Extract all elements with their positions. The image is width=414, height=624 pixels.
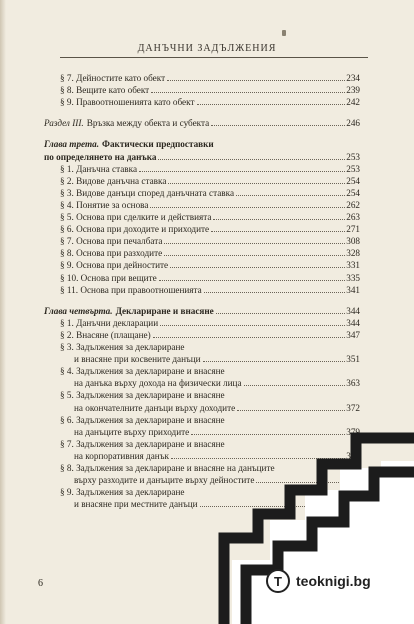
toc-entry-title: § 9. Правоотношенията като обект — [60, 97, 195, 108]
toc-entry-page: 335 — [346, 272, 360, 283]
toc-entry-title: § 4. Понятие за основа — [60, 199, 149, 210]
toc-entry-page: 234 — [346, 73, 360, 83]
toc-entry-page: 379 — [346, 426, 360, 437]
toc-entry-title: § 7. Задължения за деклариране и внасяне — [60, 438, 225, 449]
toc-entry-title: § 9. Основа при дейностите — [60, 260, 169, 271]
logo-t-icon: T — [266, 569, 290, 593]
toc-entry-title: § 5. Основа при сделките и действията — [60, 212, 212, 222]
toc-entry-title: по определянето на данъка — [44, 151, 157, 162]
toc-entry-title: § 1. Данъчни декларации — [60, 317, 159, 328]
toc-entry-page: 328 — [346, 248, 360, 259]
running-header: ДАНЪЧНИ ЗАДЪЛЖЕНИЯ — [137, 43, 277, 54]
toc-entry-title: върху разходите и данъците върху дейностите — [74, 475, 255, 486]
toc-entry-title: § 3. Видове данъци според данъчната ставка — [60, 187, 235, 198]
toc-entry-title: и внасяне при местните данъци — [74, 499, 198, 510]
toc-entry-title: § 5. Задължения за деклариране и внасяне — [60, 390, 225, 401]
toc-entry-label: Глава трета. — [44, 139, 100, 150]
logo-text: teoknigi.bg — [296, 573, 371, 589]
toc-entry-page: 351 — [346, 354, 360, 365]
toc-entry-title: § 8. Задължения за деклариране и внасяне на данъците — [60, 463, 275, 473]
toc-entry-title: § 10. Основа при вещите — [60, 272, 157, 283]
toc-entry-page: 344 — [346, 317, 360, 328]
toc-entry-title: § 6. Основа при доходите и приходите — [60, 224, 210, 235]
toc-entry-page: 254 — [346, 187, 360, 198]
toc-entry-page: 344 — [346, 305, 360, 316]
toc-entry-title: § 8. Вещите като обект — [60, 85, 150, 96]
toc-entry-title: и внасяне при косвените данъци — [74, 354, 201, 365]
toc-entry-page: 381 — [346, 450, 360, 461]
toc-entry-title: на окончателните данъци върху доходите — [74, 402, 236, 413]
toc-entry-title: § 6. Задължения за деклариране и внасяне — [60, 414, 225, 425]
toc-entry-page: 372 — [346, 402, 360, 413]
toc-entry-page: 341 — [346, 284, 360, 295]
toc-entry-title: § 7. Дейностите като обект — [60, 73, 166, 83]
toc-entry-page: 271 — [346, 224, 360, 235]
toc-entry-title: § 2. Видове данъчна ставка — [60, 175, 167, 186]
toc-entry-title: § 8. Основа при разходите — [60, 248, 163, 259]
toc-entry-title: § 7. Основа при печалбата — [60, 236, 163, 247]
toc-entry-label: Раздел III. — [44, 118, 84, 129]
toc-entry-page: 246 — [346, 118, 360, 129]
toc-entry-page: 262 — [346, 199, 360, 210]
teoknigi-logo — [266, 564, 384, 598]
page-number: 6 — [38, 578, 43, 589]
toc-entry-title: § 11. Основа при правоотношенията — [60, 284, 202, 295]
toc-entry-page: 308 — [346, 236, 360, 247]
toc-entry-title: Връзка между обекта и субекта — [86, 118, 210, 129]
toc-entry-title: Фактически предпоставки — [102, 139, 214, 150]
toc-entry-title: § 2. Внасяне (плащане) — [60, 329, 151, 340]
toc-entry-label: Глава четвърта. — [44, 305, 113, 316]
toc-entry-page: 363 — [346, 378, 360, 389]
toc-entry-page: 254 — [346, 175, 360, 186]
toc-entry-page: 253 — [346, 163, 360, 174]
toc-entry-page: 239 — [346, 85, 360, 96]
toc-entry-page: 331 — [346, 260, 360, 271]
toc-entry-title: Деклариране и внасяне — [115, 305, 214, 316]
toc-entry-title: на данъка върху дохода на физически лица — [74, 378, 242, 389]
toc-entry-title: на данъците върху приходите — [74, 426, 190, 437]
toc-entry-title: § 3. Задължения за деклариране — [60, 342, 185, 352]
toc-entry-title: § 1. Данъчна ставка — [60, 163, 138, 174]
toc-entry-page: 347 — [346, 329, 360, 340]
toc-entry-page: 263 — [346, 212, 360, 222]
toc-entry-title: § 4. Задължения за деклариране и внасяне — [60, 366, 225, 377]
toc-entry-title: на корпоративния данък — [74, 450, 169, 461]
toc-entry-page: 253 — [346, 151, 360, 162]
toc-entry-title: § 9. Задължения за деклариране — [60, 487, 185, 498]
toc-entry-page: 242 — [346, 97, 360, 108]
